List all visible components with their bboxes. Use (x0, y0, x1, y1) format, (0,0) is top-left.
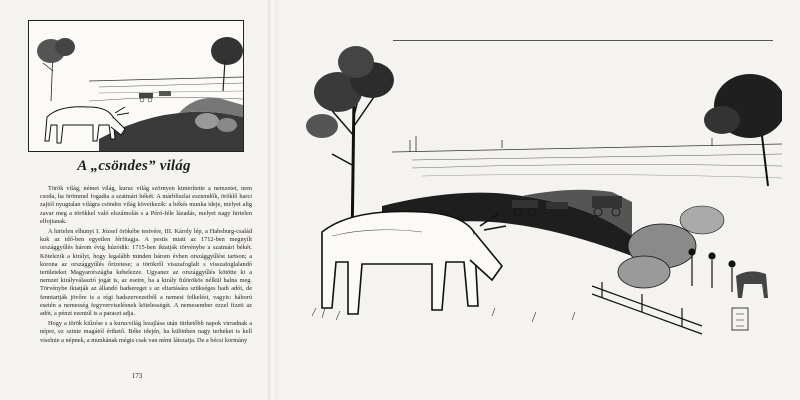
paragraph-1: Török világ, német világ, kuruc világ szörnyen kimerítette a nemzetet, nem csoda, ha örömmel fogadta a szatmári békét. A márbliszlai esztendők, öröklő harci zajtól nyugtalan világra csöndes világ következik: a békés munka ideje, melyet alig zavar meg a törökkel való elszámolás s a Péró-féle lázadás, melyet nagy hirtelen elfojtanak. (40, 185, 252, 225)
small-illustration (28, 20, 244, 152)
large-illustration (292, 36, 782, 336)
paragraph-2: A hirtelen elhunyt I. József örökébe testvére, III. Károly lép, a Habsburg-család kuk az idő-ben egyetlen férfitagja. A pestis miatt az 1712-ben megnyílt országgyűlés három évig húzódik: 1715-ben iktatják törvénybe a szatmári békét. Kötelezik a királyt, hogy legalább minden három évben országgyűlést tartson; a korona az országgyűlés őrizetese; a törökről visszafoglalt s visszafoglalandó területeket Magyarországba kebelezze. Ugyanez az országgyűlés kötötte ki a nemzet királyválasztó jogát is, az esetre, ha a király fiúörökös nélkül halna meg. Törvénybe iktatják az állandó hadsereget s az eltartására szükséges hadi adót, de fenntartják jövőre is a régi hadszervezetből a nemesi felkelést, vagyis: háború esetén a nemesség fegyverviselésnek kötelességét. A nemesember ezzel fizeti az adót, a pénzt ezentúl is a paraszt adja. (40, 228, 252, 318)
book-gutter (268, 0, 278, 400)
left-page (0, 0, 268, 400)
right-page (278, 0, 800, 400)
body-text (40, 185, 252, 380)
harvest-scene-drawing (292, 36, 782, 336)
paragraph-3: Hogy a török kiűzése s a kurucvilág lezajlása után türhetőbb napok virradnak a népre, ez szinte magától érthető. Béke idején, ha különben nagy terheket is kell viselnie a népnek, a munkának mégis csak van némi látszatja. De a bécsi kormány (40, 320, 252, 344)
chapter-title: A „csöndes” világ (77, 158, 191, 174)
small-landscape-drawing (29, 21, 243, 151)
page-number: 173 (131, 372, 143, 380)
